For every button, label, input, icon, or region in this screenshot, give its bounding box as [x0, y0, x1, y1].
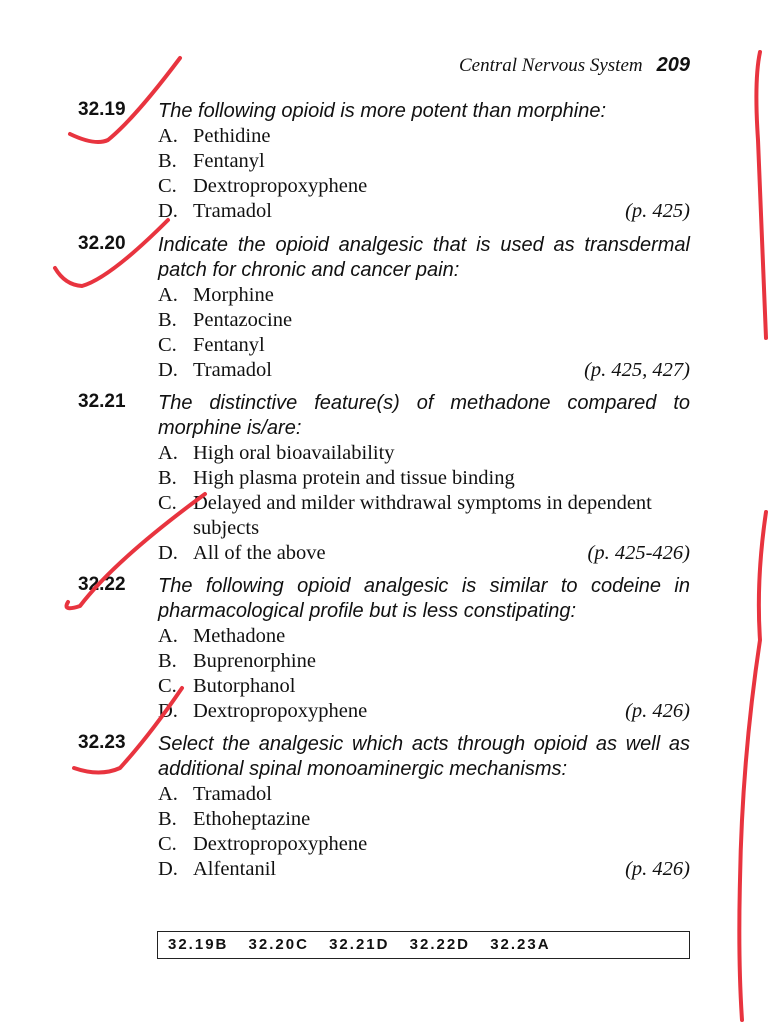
page-number: 209 — [656, 54, 690, 76]
option-text: Methadone — [193, 625, 286, 647]
answer-key-box — [157, 931, 690, 959]
option-d — [158, 199, 690, 224]
option-letter: D. — [158, 858, 178, 880]
option-letter: D. — [158, 359, 178, 381]
option-c — [158, 832, 690, 857]
option-d — [158, 857, 690, 882]
option-letter: B. — [158, 467, 177, 489]
answer-key-item: 32.23A — [490, 936, 551, 953]
option-letter: D. — [158, 200, 178, 222]
option-c — [158, 674, 690, 699]
option-text: Butorphanol — [193, 675, 296, 697]
option-list — [158, 624, 690, 724]
question-head — [78, 574, 690, 624]
question-32-22 — [78, 574, 690, 724]
option-b — [158, 807, 690, 832]
option-a — [158, 283, 690, 308]
option-letter: B. — [158, 808, 177, 830]
running-title: Central Nervous System — [458, 55, 643, 76]
question-number: 32.22 — [78, 574, 126, 595]
option-letter: A. — [158, 625, 178, 647]
margin-line-top — [756, 52, 766, 338]
question-32-23 — [78, 732, 690, 882]
option-text: Dextropropoxyphene — [193, 833, 368, 855]
option-d — [158, 358, 690, 383]
answer-key-item: 32.19B — [168, 936, 229, 953]
option-text: Morphine — [193, 284, 274, 306]
option-letter: B. — [158, 150, 177, 172]
option-text: High oral bioavailability — [193, 442, 395, 464]
page-header — [360, 54, 690, 77]
option-letter: C. — [158, 675, 177, 697]
option-b — [158, 466, 690, 491]
option-b — [158, 649, 690, 674]
option-text: Alfentanil — [193, 858, 277, 880]
option-letter: D. — [158, 542, 178, 564]
option-list — [158, 124, 690, 224]
option-text: High plasma protein and tissue binding — [193, 467, 515, 489]
option-letter: B. — [158, 650, 177, 672]
option-b — [158, 149, 690, 174]
option-list — [158, 782, 690, 882]
answer-key-item: 32.20C — [248, 936, 309, 953]
option-a — [158, 782, 690, 807]
question-32-21 — [78, 391, 690, 566]
option-letter: A. — [158, 783, 178, 805]
option-letter: B. — [158, 309, 177, 331]
page-reference: (p. 425-426) — [587, 542, 690, 564]
question-text: Indicate the opioid analgesic that is used as transdermal patch for chronic and cancer pain: — [158, 234, 690, 281]
question-text: Select the analgesic which acts through opioid as well as additional spinal monoaminergic mechanisms: — [158, 733, 690, 780]
option-letter: D. — [158, 700, 178, 722]
option-d — [158, 541, 690, 566]
option-text: All of the above — [193, 542, 326, 564]
option-text: Tramadol — [193, 783, 272, 805]
option-letter: C. — [158, 334, 177, 356]
page-reference: (p. 426) — [625, 700, 690, 722]
page-reference: (p. 425) — [625, 200, 690, 222]
page-reference: (p. 425, 427) — [584, 359, 690, 381]
margin-line-bottom — [739, 512, 766, 1020]
option-letter: A. — [158, 442, 178, 464]
option-text: Dextropropoxyphene — [193, 175, 368, 197]
option-text: Fentanyl — [193, 334, 265, 356]
question-text: The distinctive feature(s) of methadone compared to morphine is/are: — [158, 392, 690, 439]
option-letter: C. — [158, 175, 177, 197]
option-letter: A. — [158, 284, 178, 306]
option-text: Buprenorphine — [193, 650, 316, 672]
option-list — [158, 441, 690, 566]
option-a — [158, 124, 690, 149]
option-text: Pentazocine — [193, 309, 293, 331]
option-text: Dextropropoxyphene — [193, 700, 368, 722]
question-number: 32.21 — [78, 391, 126, 412]
question-32-20 — [78, 233, 690, 383]
option-text: Ethoheptazine — [193, 808, 311, 830]
option-text: Tramadol — [193, 359, 272, 381]
answer-key-item: 32.21D — [329, 936, 390, 953]
question-text: The following opioid is more potent than morphine: — [158, 100, 607, 122]
question-head — [78, 391, 690, 441]
option-letter: C. — [158, 833, 177, 855]
option-c — [158, 491, 690, 541]
question-number: 32.19 — [78, 99, 126, 120]
option-a — [158, 441, 690, 466]
option-letter: A. — [158, 125, 178, 147]
page-reference: (p. 426) — [625, 858, 690, 880]
option-text: Fentanyl — [193, 150, 265, 172]
option-text: Tramadol — [193, 200, 272, 222]
option-text: Pethidine — [193, 125, 271, 147]
option-d — [158, 699, 690, 724]
option-letter: C. — [158, 492, 177, 514]
option-c — [158, 333, 690, 358]
option-a — [158, 624, 690, 649]
question-head — [78, 233, 690, 283]
question-text: The following opioid analgesic is similar to codeine in pharmacological profile but is less constipating: — [158, 575, 690, 622]
question-number: 32.23 — [78, 732, 126, 753]
option-b — [158, 308, 690, 333]
question-head — [78, 99, 690, 124]
question-number: 32.20 — [78, 233, 126, 254]
option-text: Delayed and milder withdrawal symptoms in dependent subjects — [193, 492, 652, 539]
option-c — [158, 174, 690, 199]
option-list — [158, 283, 690, 383]
question-head — [78, 732, 690, 782]
answer-key-item: 32.22D — [409, 936, 471, 953]
question-32-19 — [78, 99, 690, 224]
